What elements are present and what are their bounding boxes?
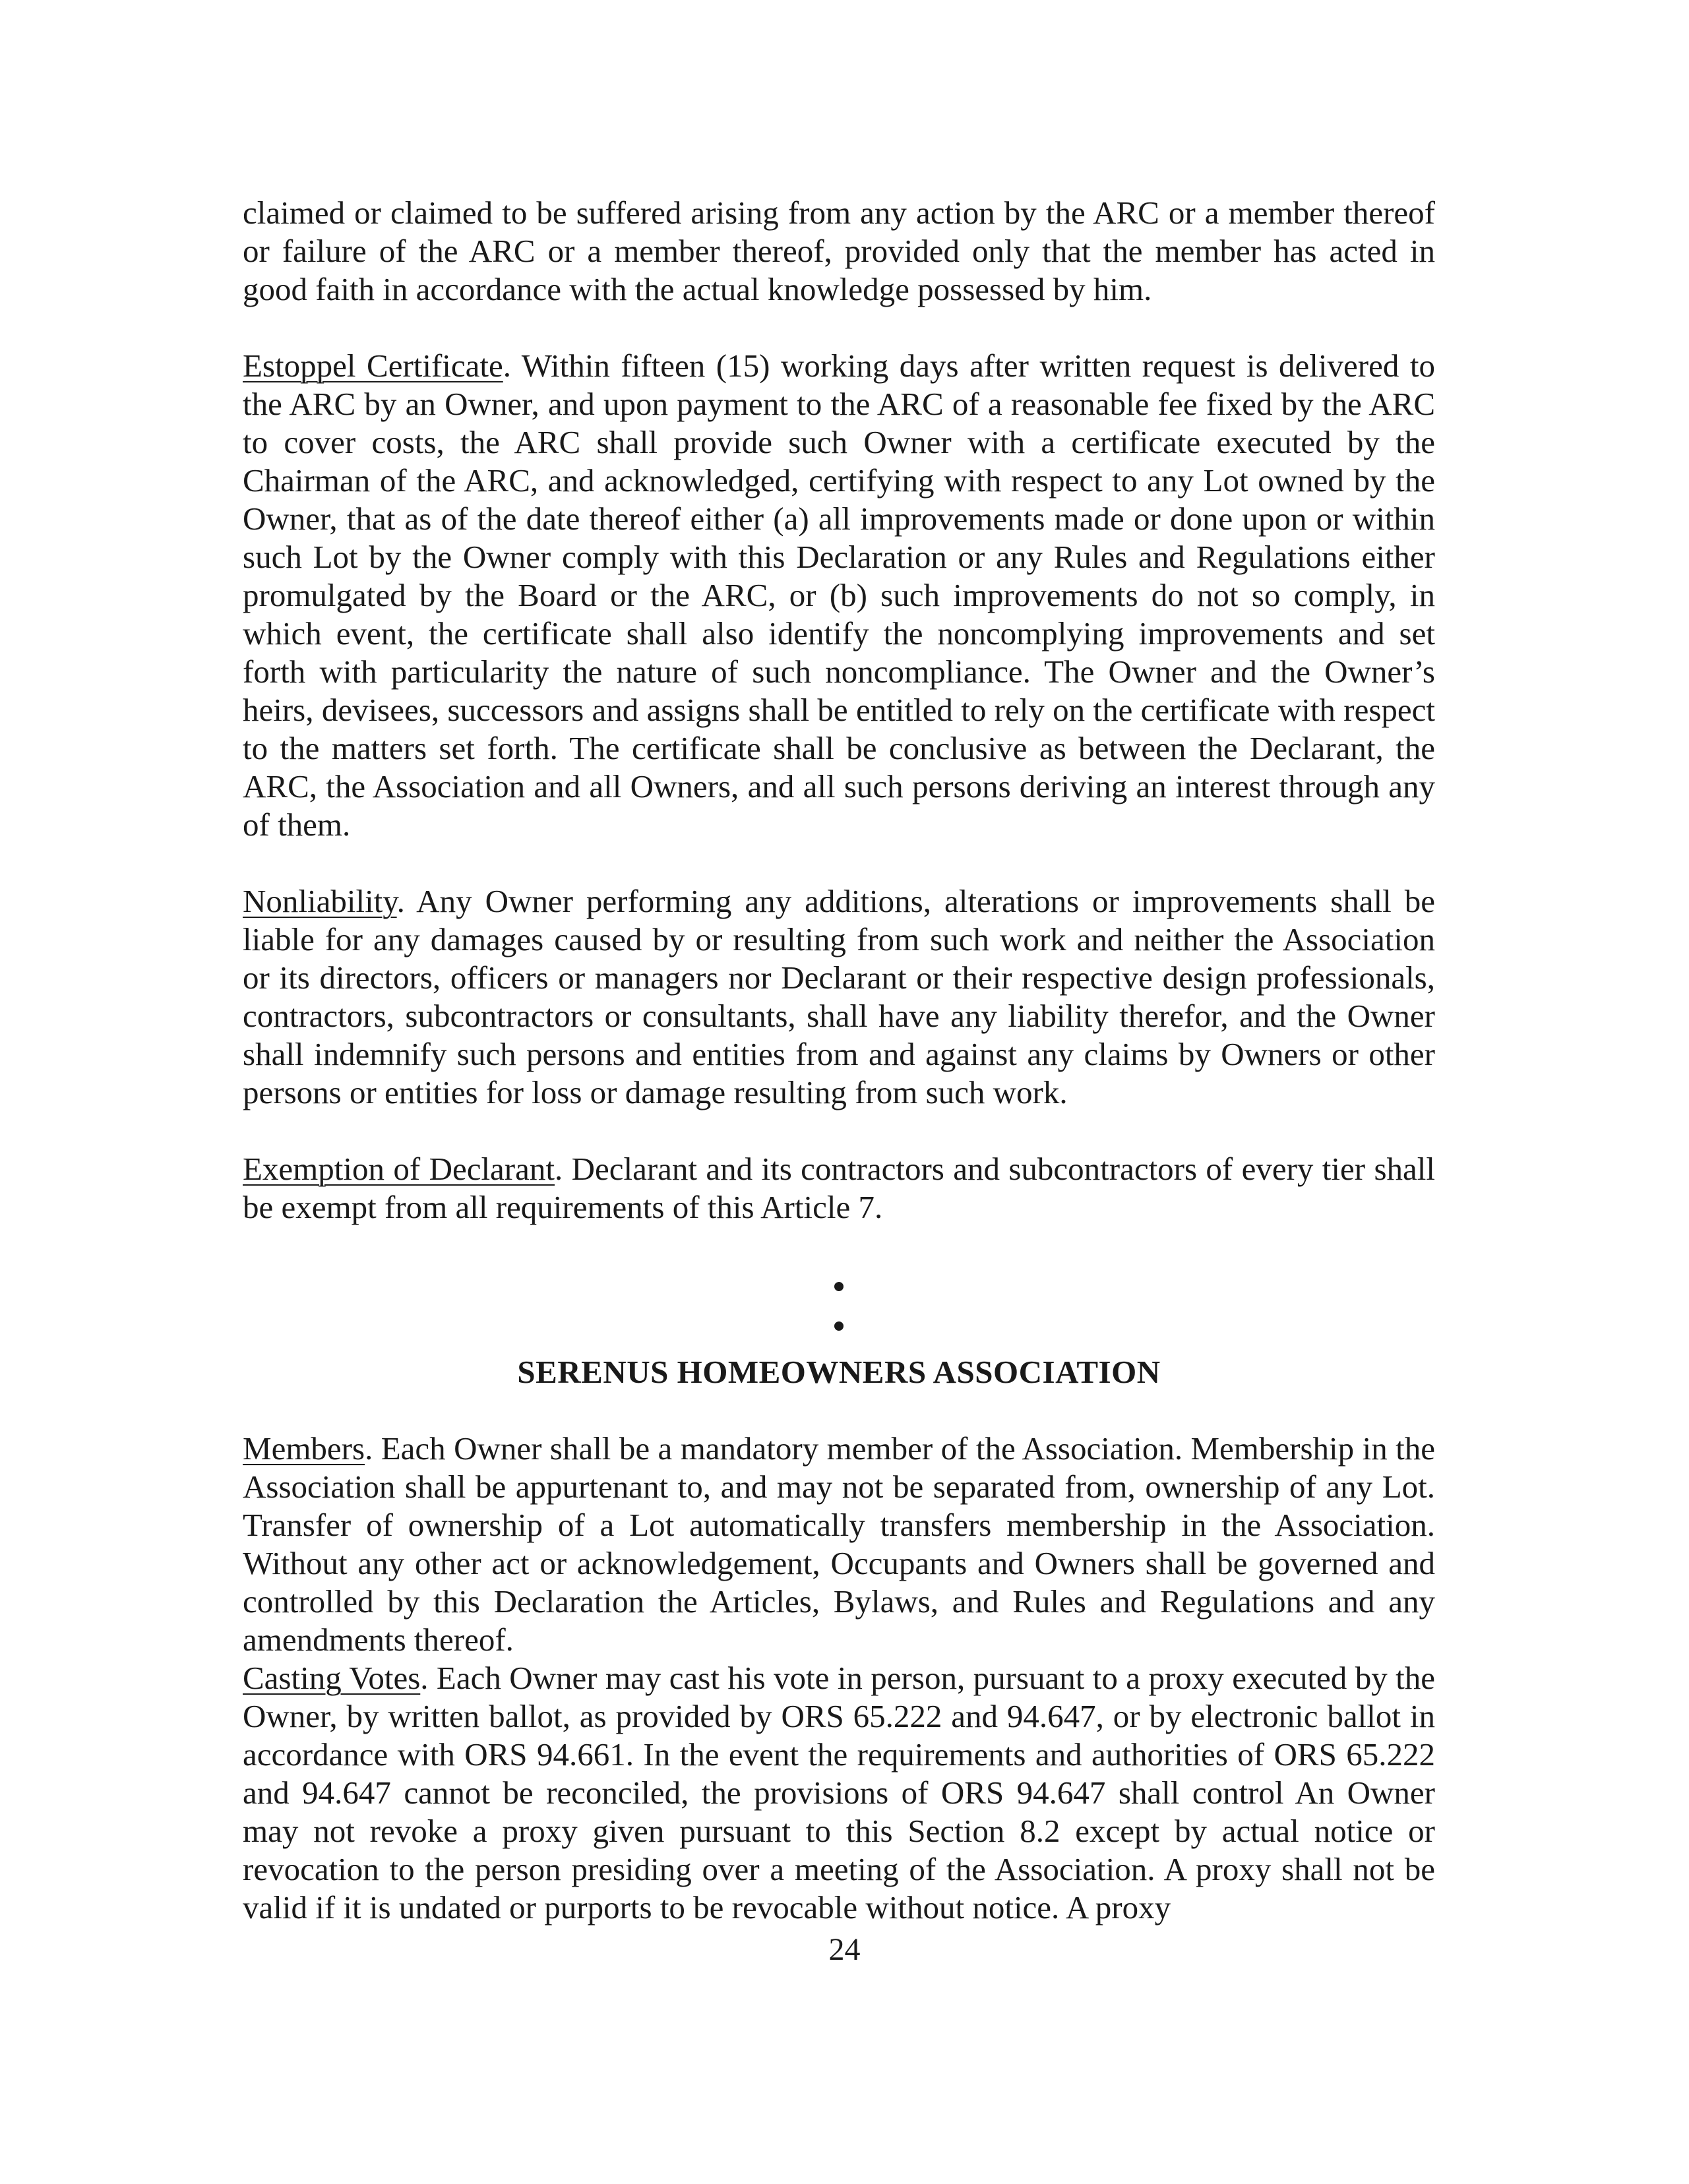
paragraph-continuation — [243, 194, 1435, 309]
paragraph-text: claimed or claimed to be suffered arising from any action by the ARC or a member thereof or failure of the ARC or a member thereof, provided only that the member has acted in good faith in accordance with the actual knowledge possessed by him. — [243, 195, 1435, 307]
paragraph-text: . Each Owner may cast his vote in person, pursuant to a proxy executed by the Owner, by written ballot, as provided by ORS 65.222 and 94.647, or by electronic ballot in accordance with ORS 94.661. In the event the requirements and authorities of ORS 65.222 and 94.647 cannot be reconciled, the provisions of ORS 94.647 shall control An Owner may not revoke a proxy given pursuant to this Section 8.2 except by actual notice or revocation to the person presiding over a meeting of the Association. A proxy shall not be valid if it is undated or purports to be revocable without notice. A proxy — [243, 1660, 1435, 1926]
paragraph-heading: Nonliability — [243, 883, 397, 919]
paragraph-casting-votes — [243, 1659, 1435, 1927]
section-title: SERENUS HOMEOWNERS ASSOCIATION — [517, 1354, 1161, 1390]
paragraph-heading: Casting Votes — [243, 1660, 421, 1696]
paragraph-text: . Within fifteen (15) working days after written request is delivered to the ARC by an Owner, and upon payment to the ARC of a reasonable fee fixed by the ARC to cover costs, the ARC shall provide such Owner with a certificate executed by the Chairman of the ARC, and acknowledged, certifying with respect to any Lot owned by the Owner, that as of the date thereof either (a) all improvements made or done upon or within such Lot by the Owner comply with this Declaration or any Rules and Regulations either promulgated by the Board or the ARC, or (b) such improvements do not so comply, in which event, the certificate shall also identify the noncomplying improvements and set forth with particularity the nature of such noncompliance. The Owner and the Owner’s heirs, devisees, successors and assigns shall be entitled to rely on the certificate with respect to the matters set forth. The certificate shall be conclusive as between the Declarant, the ARC, the Association and all Owners, and all such persons deriving an interest through any of them. — [243, 348, 1435, 843]
page-body — [243, 194, 1435, 1927]
section-bullets — [243, 1265, 1435, 1345]
paragraph-heading: Estoppel Certificate — [243, 348, 503, 384]
paragraph-nonliability — [243, 882, 1435, 1112]
bullet-dot-icon — [834, 1321, 844, 1331]
paragraph-members — [243, 1430, 1435, 1659]
paragraph-text: . Each Owner shall be a mandatory member of the Association. Membership in the Association shall be appurtenant to, and may not be separated from, ownership of any Lot. Transfer of ownership of a Lot automatically transfers membership in the Association. Without any other act or acknowledgement, Occupants and Owners shall be governed and controlled by this Declaration the Articles, Bylaws, and Rules and Regulations and any amendments thereof. — [243, 1430, 1435, 1658]
paragraph-estoppel-certificate — [243, 347, 1435, 844]
bullet-dot-icon — [834, 1282, 844, 1291]
paragraph-heading: Exemption of Declarant — [243, 1151, 555, 1187]
paragraph-text: . Declarant and its contractors and subcontractors of every tier shall be exempt from all requirements of this Article 7. — [243, 1151, 1435, 1225]
paragraph-exemption-of-declarant — [243, 1150, 1435, 1227]
paragraph-text: . Any Owner performing any additions, alterations or improvements shall be liable for any damages caused by or resulting from such work and neither the Association or its directors, officers or managers nor Declarant or their respective design professionals, contractors, subcontractors or consultants, shall have any liability therefor, and the Owner shall indemnify such persons and entities from and against any claims by Owners or other persons or entities for loss or damage resulting from such work. — [243, 883, 1435, 1110]
paragraph-heading: Members — [243, 1430, 365, 1467]
page-number: 24 — [828, 1932, 861, 1967]
